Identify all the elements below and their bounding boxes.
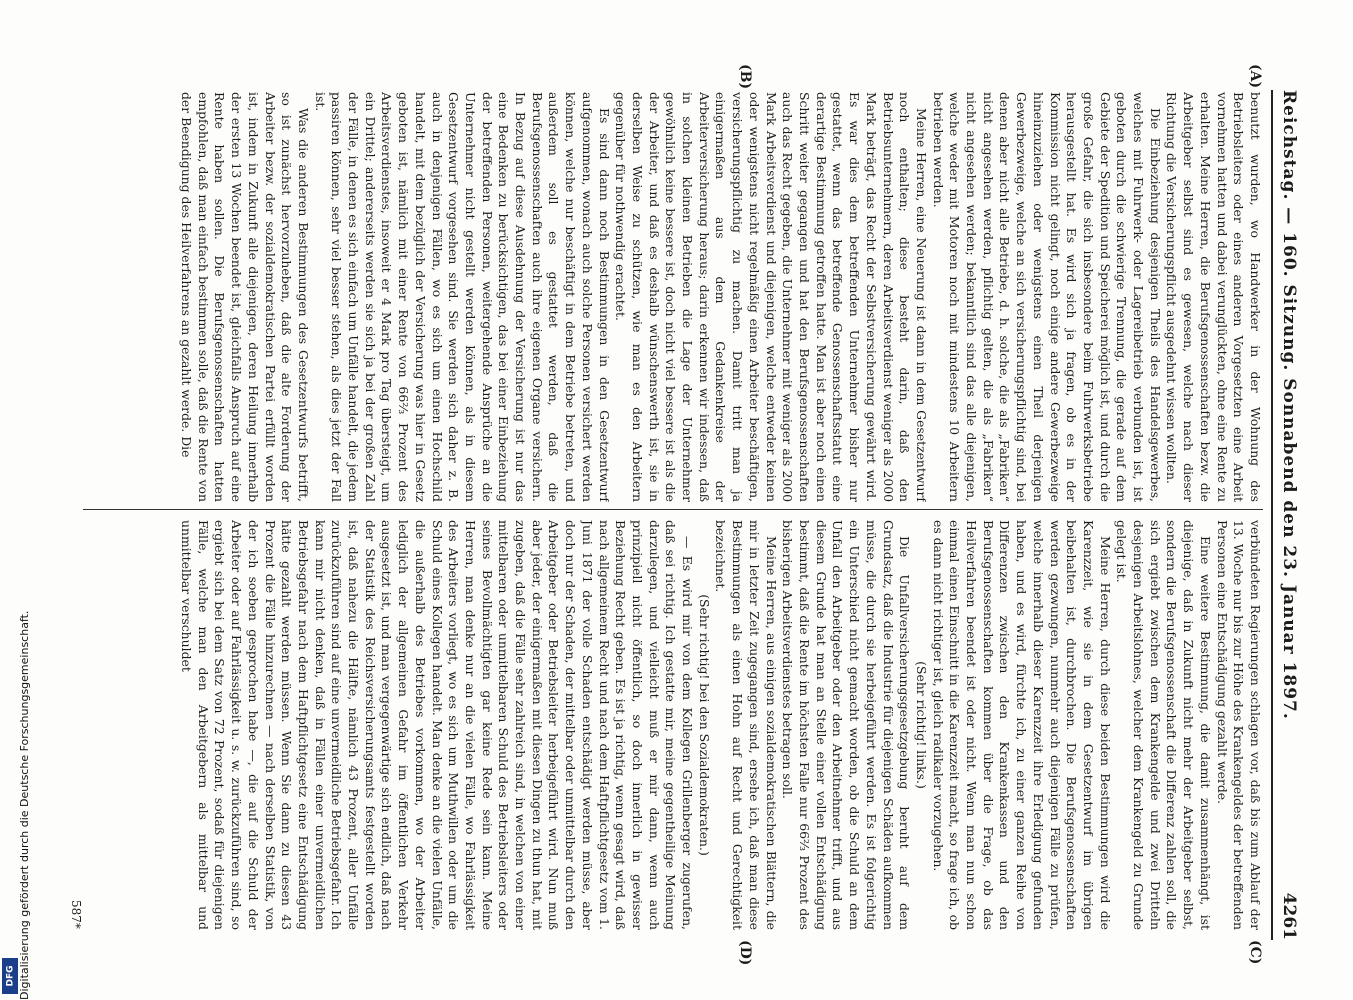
dfg-logo-text: DFG bbox=[5, 965, 16, 987]
digitization-note: Digitalisierung gefördert durch die Deutsche Forschungsgemeinschaft. bbox=[18, 610, 31, 1000]
paragraph: Meine Herren, aus einigen sozialdemokratischen Blättern, die mir in letzter Zeit zugegangen sind, ersehe ich, daß man diese Bestimmungen als einen Hohn auf Recht und Gerechtigkeit bezeichnet. bbox=[713, 520, 779, 930]
paragraph: Eine weitere Bestimmung, die damit zusammenhängt, ist diejenige, daß in Zukunft nicht mehr der Arbeitgeber selbst, sondern die Berufsgenossenschaft die Differenz zahlen soll, die sich ergiebt zwischen dem Krankengelde und zwei Dritteln desjenigen Arbeitslohnes, welcher dem Krankengeld zu Grunde gelegt ist. bbox=[1114, 520, 1213, 930]
paragraph: (Sehr richtig! bei den Sozialdemokraten.) bbox=[696, 594, 712, 856]
header-rule bbox=[1271, 90, 1273, 940]
left-text-column bbox=[83, 92, 1263, 502]
margin-mark-b: (B) bbox=[737, 64, 753, 90]
page-number: 4261 bbox=[1279, 892, 1299, 940]
page-header bbox=[1273, 40, 1303, 940]
paragraph: — Es wird mir von dem Kollegen Grillenberger zugerufen, daß sei richtig. Ich gestatte mir, meine gegentheilige Meinung darzulegen, und vielleicht muß er mir dann, wenn auch prinzipiell nicht öffentlich, so doch innerlich in gewisser Beziehung Recht geben. Es ist ja richtig, wenn gesagt wird, daß nach allgemeinem Recht und nach dem Haftpflichtgesetz vom 1. Juni 1871 der volle Schaden entschädigt werden müsse, aber doch nur der Schaden, der mittelbar oder unmittelbar durch den Arbeitgeber oder Betriebsleiter herbeigeführt wird. Nun muß aber jeder, der einigermaßen mit diesen Dingen zu thun hat, mit zugeben, daß die Fälle sehr zahlreich sind, in welchen von einer mittelbaren oder unmittelbaren Schuld des Betriebsleiters oder seines Bevollmächtigten gar keine Rede sein kann. Meine Herren, man denke nur an die vielen Fälle, wo Fahrlässigkeit des Arbeiters vorliegt, wo es sich um Muthwillen oder um die Schuld eines Kollegen handelt. Man denke an die vielen Unfälle, die außerhalb des Betriebes vorkommen, wo der Arbeiter lediglich der allgemeinen Gefahr im öffentlichen Verkehr ausgesetzt ist, und man vergegenwärtige sich endlich, daß nach der Statistik des Reichsversicherungsamts festgestellt worden ist, daß nahezu die Hälfte, nämlich 43 Prozent, aller Unfälle zurückzuführen sind auf eine unvermeidliche Betriebsgefahr. Ich kann mir nicht denken, daß in Fällen einer unvermeidlichen Betriebsgefahr nach dem Haftpflichtgesetz eine Entschädigung hätte gezahlt werden müssen. Wenn Sie dann zu diesen 43 Prozent die Fälle hinzurechnen — nach derselben Statistik, von der ich soeben gesprochen habe —, die auf die Schuld der Arbeiter oder auf Fahrlässigkeit u. s. w. zurückzuführen sind, so ergiebt sich bei dem Satz von 72 Prozent, sodaß für diejenigen Fälle, welche man den Arbeitgebern als mittelbar und unmittelbar verschuldet bbox=[179, 520, 696, 930]
paragraph: Die Unfallversicherungsgesetzgebung beruht auf dem Grundsatz, daß die Industrie für diejenigen Schäden aufkommen müsse, die durch sie herbeigeführt werden. Es ist folgerichtig ein Unterschied nicht gemacht worden, ob die Schuld an dem Unfall den Arbeitgeber oder den Arbeitnehmer trifft, und aus diesem Grunde hat man an Stelle einer vollen Entschädigung bestimmt, daß die Rente im höchsten Falle nur 66⅔ Prozent des bisherigen Arbeitsverdienstes betragen soll. bbox=[780, 520, 913, 930]
signature-mark: 587* bbox=[69, 900, 83, 929]
column-divider bbox=[83, 509, 1263, 510]
right-text-column bbox=[83, 520, 1263, 930]
margin-mark-c: (C) bbox=[1247, 940, 1263, 965]
paragraph: verbündeten Regierungen schlagen vor, daß bis zum Ablauf der 13. Woche nur bis zur Höhe des Krankengeldes der betreffenden Personen eine Entschädigung gezahlt werde. bbox=[1214, 520, 1263, 930]
margin-mark-d: (D) bbox=[737, 940, 753, 966]
paragraph: benutzt wurden, wo Handwerker in der Wohnung des Betriebsleiters oder eines anderen Vorgesetzten eine Arbeit vornehmen hatten und dabei verunglückten, ohne eine Rente zu erhalten. Meine Herren, die Berufsgenossenschaften bezw. die Arbeitgeber selbst sind es gewesen, welche nach dieser Richtung die Versicherungspflicht ausgedehnt wissen wollten. bbox=[1164, 92, 1263, 502]
margin-mark-a: (A) bbox=[1247, 64, 1263, 89]
digitization-footer bbox=[0, 0, 31, 1000]
paragraph: Es sind dann noch Bestimmungen in den Gesetzentwurf aufgenommen, wonach auch solche Personen versichert werden können, welche nur beschäftigt in dem Betriebe betreten, und außerdem soll es gestattet werden, daß die Berufsgenossenschaften auch ihre eigenen Organe versichern. In Bezug auf diese Ausdehnung der Versicherung ist nur das eine Bedenken zu berücksichtigen, das bei einer Einbeziehung der betreffenden Personen, weitergehende Ansprüche an die Unternehmer nicht gestellt werden können, als in diesem Gesetzentwurf vorgesehen sind. Sie werden sich daher z. B. auch in denjenigen Fällen, wo es sich um einen Hochschild handelt, mit dem bezüglich der Versicherung was hier in Gesetz geboten ist, nämlich mit einer Rente von 66⅔ Prozent des Arbeitsverdienstes, insoweit er 4 Mark pro Tag übersteigt, um ein Drittel; andererseits werden sie sich ja bei der großen Zahl der Fälle, in denen es sich einfach um Unfälle handelt, die jedem passiren können, sehr viel besser stehen, als dies jetzt der Fall ist. bbox=[312, 92, 612, 502]
running-title: Reichstag. — 160. Sitzung. Sonnabend den 23. Januar 1897. bbox=[1279, 90, 1299, 720]
dfg-logo bbox=[2, 958, 18, 994]
paragraph: Meine Herren, eine Neuerung ist dann in dem Gesetzentwurf noch enthalten; diese besteht darin, daß den Betriebsunternehmern, deren Arbeitsverdienst weniger als 2000 Mark beträgt, das Recht der Selbstversicherung gewährt wird. Es war dies dem betreffenden Unternehmer bisher nur gestattet, wenn das betreffende Genossenschaftsstatut eine derartige Bestimmung getroffen hatte. Man ist aber noch einen Schritt weiter gegangen und hat den Berufsgenossenschaften auch das Recht gegeben, die Unternehmer mit weniger als 2000 Mark Arbeitsverdienst und diejenigen, welche entweder keinen oder wenigstens nicht regelmäßig einen Arbeiter beschäftigen, versicherungspflichtig zu machen. Damit tritt man ja einigermaßen aus dem Gedankenkreise der Arbeiterversicherung heraus; darin erkennen wir indessen, daß in solchen kleinen Betrieben die Lage der Unternehmer gewöhnlich keine bessere ist, doch nicht viel bessere ist als die der Arbeiter, und daß es deshalb wünschenswerth ist, sie in derselben Weise zu schützen, wie man es den Arbeitern gegenüber für nothwendig erachtet. bbox=[613, 92, 929, 502]
paragraph: Die Einbeziehung desjenigen Theils des Handelsgewerbes, welches mit Fuhrwerk- oder Lagereibetrieb verbunden ist, ist geboten durch die schwierige Trennung, die gerade auf dem Gebiete der Spedition und Speicherei möglich ist, und durch die große Gefahr, die sich insbesondere beim Fuhrwerksbetriebe herausgestellt hat. Es wird sich ja fragen, ob es in der Kommission nicht gelingt, noch einige andere Gewerbezweige hineinzuziehen oder wenigstens einen Theil derjenigen Gewerbezweige, welche an sich versicherungspflichtig sind, bei denen aber nicht alle Betriebe, d. h. solche, die als „Fabriken“ nicht angesehen werden, pflichtig gelten, die als „Fabriken“ nicht angesehen werden; bekanntlich sind das alle diejenigen, welche weder mit Motoren noch mit mindestens 10 Arbeitern betrieben werden. bbox=[930, 92, 1163, 502]
paragraph: (Sehr richtig! links.) bbox=[913, 661, 929, 789]
paragraph: Meine Herren, durch diese beiden Bestimmungen wird die Karenzzeit, wie sie in dem Gesetzentwurf im übrigen beibehalten ist, durchbrochen. Die Berufsgenossenschaften werden gezwungen, nunmehr auch diejenigen Fälle zu prüfen, welche innerhalb dieser Karenzzeit ihre Erledigung gefunden haben, und es wird, fürchte ich, zu einer ganzen Reihe von Differenzen zwischen den Krankenkassen und den Berufsgenossenschaften kommen über die Frage, ob das Heilverfahren beendet ist oder nicht. Wenn man nun schon einmal einen Einschnitt in die Karenzzeit macht, so frage ich, ob es dann nicht richtiger ist, gleich radikaler vorzugehen. bbox=[930, 520, 1113, 930]
paragraph: Was die anderen Bestimmungen des Gesetzentwurfs betrifft, so ist zunächst hervorzuheben, daß die alte Forderung der Arbeiter bezw. der sozialdemokratischen Partei erfüllt worden ist, indem in Zukunft alle diejenigen, deren Heilung innerhalb der ersten 13 Wochen beendet ist, gleichfalls Anspruch auf eine Rente haben sollen. Die Berufsgenossenschaften hatten empfohlen, daß man einfach bestimmen solle, daß die Rente von der Beendigung des Heilverfahrens an gezahlt werde. Die bbox=[179, 92, 311, 502]
